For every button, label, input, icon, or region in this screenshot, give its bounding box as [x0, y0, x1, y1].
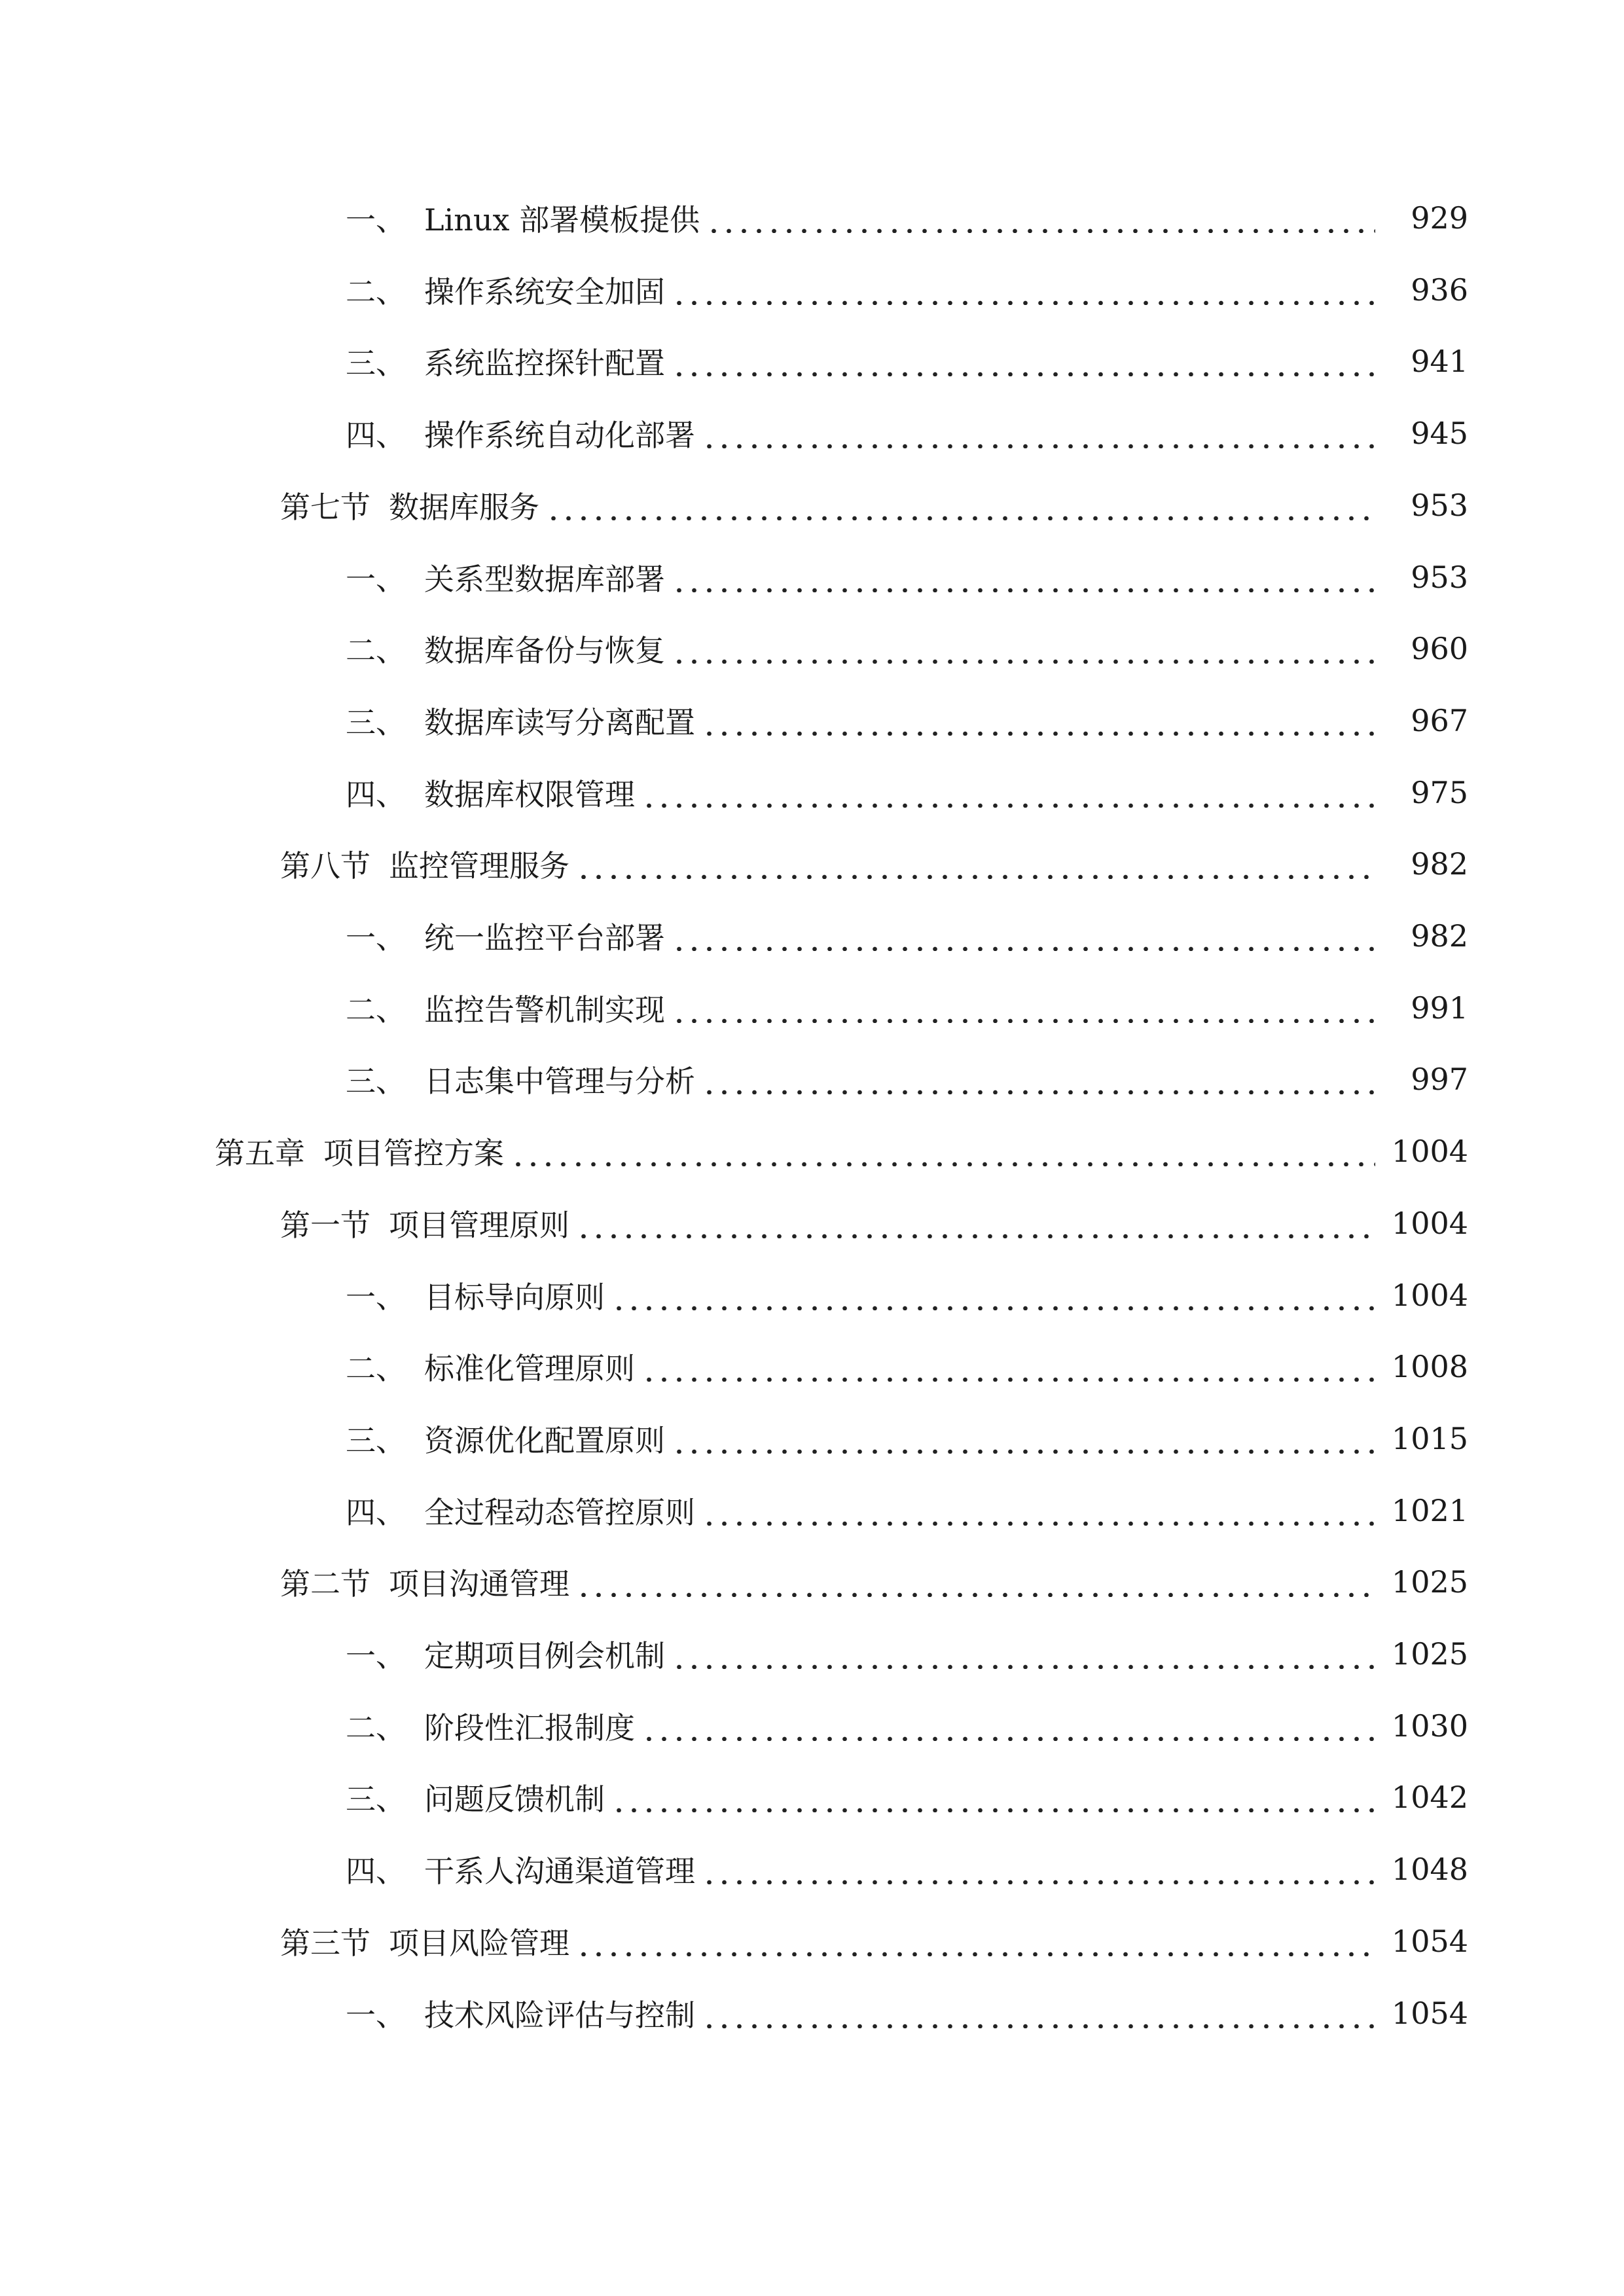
toc-entry-title: 系统监控探针配置: [424, 346, 665, 381]
dot-leader: [672, 275, 1375, 305]
toc-entry-title: 目标导向原则: [424, 1280, 605, 1315]
toc-entry-number: 二、: [346, 992, 406, 1028]
toc-entry-number: 四、: [346, 1854, 406, 1889]
toc-entry-section[interactable]: [0, 1915, 1624, 1967]
dot-leader: [611, 1280, 1375, 1310]
toc-entry-page-number: 1054: [1391, 1996, 1468, 2031]
toc-entry-item[interactable]: [0, 1843, 1624, 1895]
toc-entry-title: 标准化管理原则: [424, 1351, 635, 1386]
dot-leader: [706, 203, 1375, 233]
toc-entry-title: 项目风险管理: [389, 1926, 569, 1961]
toc-entry-number: 一、: [346, 920, 406, 956]
toc-entry-section[interactable]: [0, 1197, 1624, 1249]
toc-entry-item[interactable]: [0, 1340, 1624, 1393]
toc-entry-number: 三、: [346, 705, 406, 740]
toc-entry-page-number: 1004: [1391, 1206, 1468, 1241]
toc-entry-title: 全过程动态管控原则: [424, 1495, 695, 1530]
toc-entry-number: 第三节: [280, 1926, 370, 1961]
toc-entry-page-number: 941: [1411, 344, 1468, 379]
dot-leader: [641, 778, 1375, 808]
toc-entry-number: 二、: [346, 1710, 406, 1746]
toc-entry-item[interactable]: [0, 551, 1624, 603]
dot-leader: [672, 993, 1375, 1023]
toc-entry-section[interactable]: [0, 1556, 1624, 1608]
toc-entry-page-number: 1008: [1391, 1349, 1468, 1384]
toc-entry-page-number: 997: [1411, 1062, 1468, 1097]
dot-leader: [702, 1998, 1375, 2028]
toc-entry-title: 数据库服务: [389, 490, 539, 525]
toc-entry-title: 定期项目例会机制: [424, 1638, 665, 1674]
toc-entry-item[interactable]: [0, 1269, 1624, 1321]
toc-entry-item[interactable]: [0, 335, 1624, 387]
dot-leader: [576, 1926, 1375, 1956]
toc-entry-item[interactable]: [0, 1628, 1624, 1680]
toc-entry-number: 三、: [346, 1423, 406, 1458]
toc-entry-item[interactable]: [0, 910, 1624, 962]
toc-entry-number: 一、: [346, 1638, 406, 1674]
toc-entry-item[interactable]: [0, 982, 1624, 1034]
toc-entry-page-number: 1030: [1391, 1708, 1468, 1744]
toc-entry-number: 二、: [346, 274, 406, 310]
toc-entry-page-number: 1004: [1391, 1134, 1468, 1169]
dot-leader: [702, 1854, 1375, 1884]
toc-entry-number: 第二节: [280, 1566, 370, 1602]
toc-entry-title: 数据库读写分离配置: [424, 705, 695, 740]
toc-entry-item[interactable]: [0, 622, 1624, 675]
toc-entry-number: 二、: [346, 1351, 406, 1386]
toc-entry-page-number: 953: [1411, 488, 1468, 523]
dot-leader: [702, 706, 1375, 736]
toc-entry-title: 监控管理服务: [389, 848, 569, 884]
dot-leader: [672, 634, 1375, 664]
toc-entry-number: 二、: [346, 633, 406, 668]
dot-leader: [576, 1208, 1375, 1238]
toc-entry-page-number: 1054: [1391, 1924, 1468, 1959]
toc-entry-item[interactable]: [0, 264, 1624, 316]
toc-entry-number: 第五章: [215, 1136, 305, 1171]
toc-entry-title: 监控告警机制实现: [424, 992, 665, 1028]
toc-entry-page-number: 982: [1411, 846, 1468, 882]
toc-entry-title: 关系型数据库部署: [424, 562, 665, 597]
toc-entry-title: Linux 部署模板提供: [424, 202, 700, 238]
toc-entry-page-number: 1048: [1391, 1852, 1468, 1887]
toc-entry-title: 统一监控平台部署: [424, 920, 665, 956]
dot-leader: [511, 1136, 1375, 1166]
dot-leader: [702, 1064, 1375, 1094]
toc-entry-number: 四、: [346, 418, 406, 453]
toc-entry-number: 一、: [346, 1280, 406, 1315]
dot-leader: [641, 1352, 1375, 1382]
toc-entry-page-number: 960: [1411, 631, 1468, 666]
toc-entry-page-number: 1025: [1391, 1636, 1468, 1672]
toc-entry-item[interactable]: [0, 1771, 1624, 1823]
toc-entry-page-number: 982: [1411, 918, 1468, 954]
toc-entry-number: 第八节: [280, 848, 370, 884]
toc-entry-title: 项目沟通管理: [389, 1566, 569, 1602]
toc-entry-title: 数据库备份与恢复: [424, 633, 665, 668]
toc-entry-title: 技术风险评估与控制: [424, 1998, 695, 2033]
toc-entry-title: 项目管理原则: [389, 1208, 569, 1243]
toc-entry-item[interactable]: [0, 1053, 1624, 1105]
toc-entry-section[interactable]: [0, 838, 1624, 890]
toc-entry-page-number: 929: [1411, 200, 1468, 236]
dot-leader: [702, 1496, 1375, 1526]
toc-entry-page-number: 1025: [1391, 1564, 1468, 1600]
toc-entry-section[interactable]: [0, 479, 1624, 531]
toc-entry-title: 项目管控方案: [323, 1136, 504, 1171]
toc-entry-page-number: 953: [1411, 560, 1468, 595]
toc-entry-number: 第一节: [280, 1208, 370, 1243]
dot-leader: [672, 562, 1375, 592]
toc-entry-item[interactable]: [0, 694, 1624, 747]
toc-entry-title: 操作系统安全加固: [424, 274, 665, 310]
toc-entry-item[interactable]: [0, 1700, 1624, 1752]
dot-leader: [576, 1567, 1375, 1597]
dot-leader: [672, 346, 1375, 376]
toc-entry-number: 一、: [346, 1998, 406, 2033]
toc-entry-page-number: 975: [1411, 775, 1468, 810]
toc-entry-number: 第七节: [280, 490, 370, 525]
toc-entry-item[interactable]: [0, 1987, 1624, 2039]
toc-entry-number: 三、: [346, 1064, 406, 1099]
toc-entry-number: 四、: [346, 1495, 406, 1530]
toc-entry-item[interactable]: [0, 1484, 1624, 1537]
toc-entry-number: 三、: [346, 346, 406, 381]
dot-leader: [576, 849, 1375, 879]
toc-entry-page-number: 991: [1411, 990, 1468, 1026]
toc-entry-page-number: 936: [1411, 272, 1468, 308]
toc-entry-page-number: 1004: [1391, 1278, 1468, 1313]
toc-entry-title: 数据库权限管理: [424, 777, 635, 812]
toc-entry-chapter[interactable]: [0, 1125, 1624, 1177]
toc-entry-page-number: 1042: [1391, 1780, 1468, 1815]
dot-leader: [611, 1782, 1375, 1812]
dot-leader: [546, 490, 1375, 520]
toc-entry-item[interactable]: [0, 1412, 1624, 1465]
toc-entry-title: 问题反馈机制: [424, 1782, 605, 1817]
toc-entry-title: 日志集中管理与分析: [424, 1064, 695, 1099]
toc-entry-number: 四、: [346, 777, 406, 812]
toc-entry-page-number: 1021: [1391, 1493, 1468, 1528]
toc-entry-title: 阶段性汇报制度: [424, 1710, 635, 1746]
dot-leader: [641, 1711, 1375, 1741]
dot-leader: [672, 1424, 1375, 1454]
dot-leader: [672, 921, 1375, 951]
toc-entry-item[interactable]: [0, 766, 1624, 819]
toc-entry-page-number: 1015: [1391, 1421, 1468, 1456]
toc-entry-title: 干系人沟通渠道管理: [424, 1854, 695, 1889]
toc-entry-number: 一、: [346, 202, 406, 238]
dot-leader: [702, 418, 1375, 448]
toc-entry-title: 操作系统自动化部署: [424, 418, 695, 453]
toc-entry-item[interactable]: [0, 407, 1624, 459]
toc-entry-title: 资源优化配置原则: [424, 1423, 665, 1458]
toc-entry-number: 三、: [346, 1782, 406, 1817]
dot-leader: [672, 1639, 1375, 1669]
toc-entry-number: 一、: [346, 562, 406, 597]
toc-entry-page-number: 967: [1411, 703, 1468, 738]
toc-entry-page-number: 945: [1411, 416, 1468, 451]
toc-entry-item[interactable]: [0, 192, 1624, 244]
